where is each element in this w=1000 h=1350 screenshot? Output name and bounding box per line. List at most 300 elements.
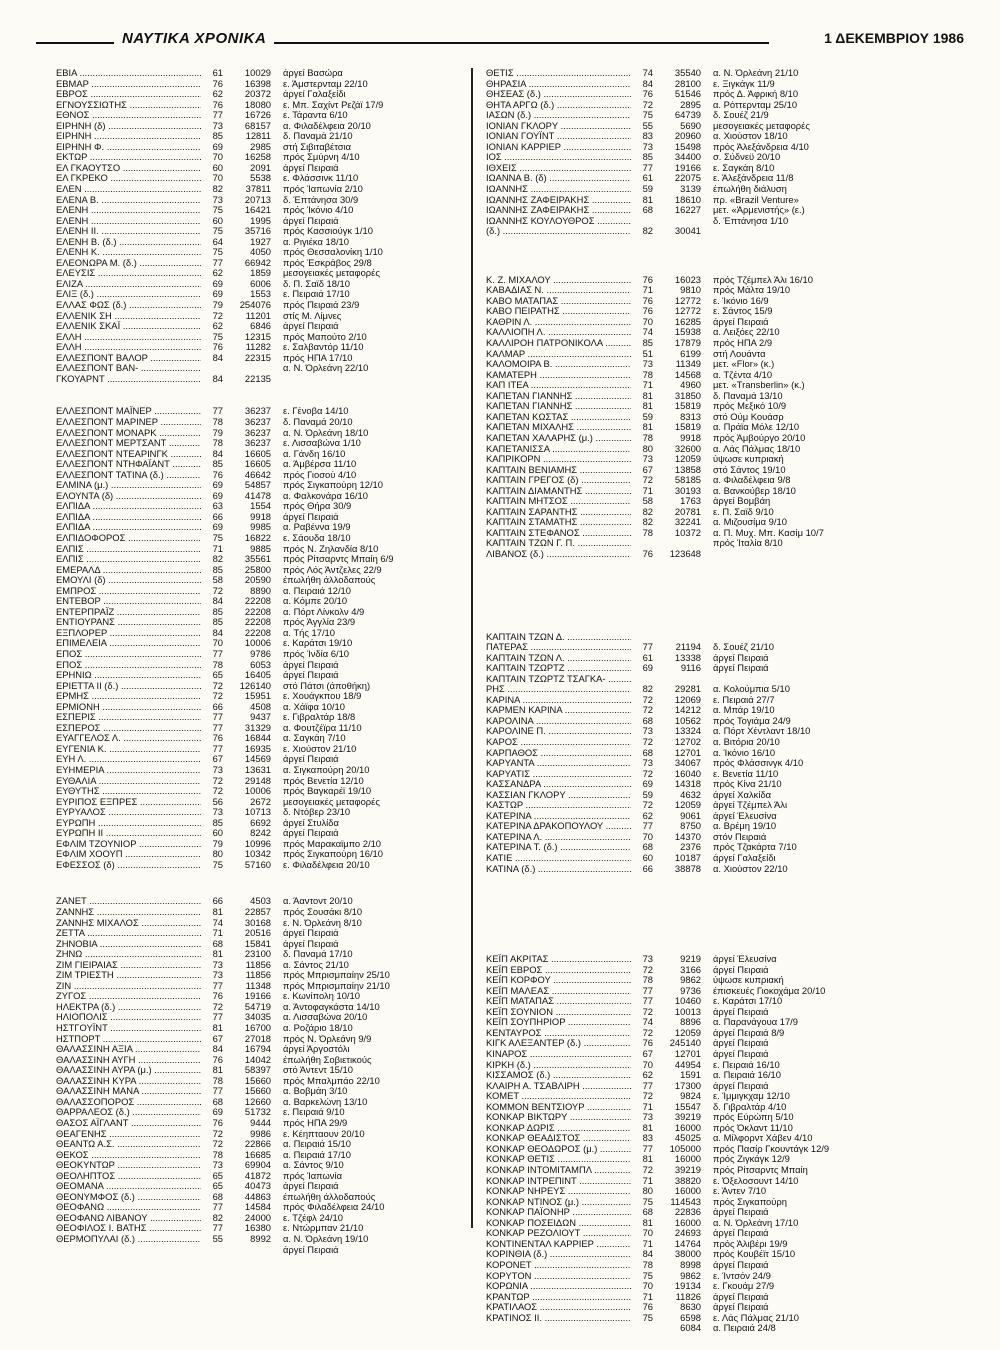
ship-status: πρός Άγγλία 23/9 xyxy=(283,617,356,628)
ship-status: α. Ν. Όρλεάνη 18/10 xyxy=(283,427,369,438)
build-year: 77 xyxy=(642,995,653,1007)
build-year: 77 xyxy=(212,256,223,268)
build-year: 55 xyxy=(212,1232,223,1244)
build-year: 75 xyxy=(212,246,223,258)
build-year: 61 xyxy=(642,172,653,184)
tonnage: 9116 xyxy=(680,662,701,674)
tonnage: 41478 xyxy=(244,489,271,501)
ship-status: α. Λειξόες 22/10 xyxy=(713,327,780,338)
ship-status: ε. Χουάγκπου 18/9 xyxy=(283,691,362,702)
tonnage: 12702 xyxy=(674,735,701,747)
ship-status: πρός Μάλτα 19/10 xyxy=(713,285,791,296)
tonnage: 11349 xyxy=(675,358,701,370)
ship-name: ΚΑΣΣΙΑΝ ΓΚΛΟΡΥ ..... xyxy=(486,790,631,801)
ship-row xyxy=(486,1323,902,1334)
build-year: 73 xyxy=(642,953,653,965)
tonnage: 39219 xyxy=(674,1111,701,1123)
build-year: 60 xyxy=(642,852,653,863)
ship-status: άργεί Πειραιά xyxy=(283,754,339,765)
build-year: 73 xyxy=(212,958,223,970)
build-year: 72 xyxy=(212,584,223,596)
ship-status: α. Ριγιέκα 18/10 xyxy=(283,236,349,247)
ship-status: μετ. «Άρμενιστής» (ε.) xyxy=(713,205,805,216)
ship-status: ε. Πειραιά 16/10 xyxy=(713,1059,780,1070)
build-year: 81 xyxy=(212,1022,223,1034)
ship-row xyxy=(486,205,902,216)
ship-status: πρός Κασσιούγκ 1/10 xyxy=(283,226,373,237)
build-year: 72 xyxy=(642,963,653,975)
ship-status: α. Πόρτ Χέντλαντ 18/10 xyxy=(713,726,811,737)
ship-name: ΕΛΕΝΗ ..... xyxy=(56,205,201,216)
build-year: 71 xyxy=(642,284,653,296)
ship-status: μετ. «Flor» (κ.) xyxy=(713,359,775,370)
tonnage: 12059 xyxy=(674,453,701,465)
ship-status: άργεί Πειραιά xyxy=(713,663,769,674)
tonnage: 4960 xyxy=(680,379,701,391)
build-year: 76 xyxy=(212,98,223,110)
ship-status: πρός Άμβούργο 20/10 xyxy=(713,432,806,443)
ship-status: πρός Κουβέϊτ 15/10 xyxy=(713,1249,796,1260)
build-year: 67 xyxy=(642,1048,653,1060)
build-year: 81 xyxy=(642,1153,653,1165)
build-year: 68 xyxy=(642,204,653,216)
ship-name: ΚΕΪΠ ΜΑΛΕΑΣ ..... xyxy=(486,986,631,997)
tonnage: 64739 xyxy=(674,109,701,121)
ship-status: μεσογειακές μεταφορές xyxy=(283,796,380,807)
ship-name: ΘΕΑΓΕΝΗΣ ..... xyxy=(56,1129,201,1140)
ship-name: ΗΛΙΟΠΟΛΙΣ ..... xyxy=(56,1012,201,1023)
ship-name: ΕΓΝΟΥΣΣΙΩΤΗΣ ..... xyxy=(56,100,201,111)
tonnage: 16040 xyxy=(674,767,701,779)
build-year: 82 xyxy=(212,553,223,565)
ship-status: πρός Μαρακαϊμπο 2/10 xyxy=(283,838,381,849)
ship-status: ε. Σαλβαντόρ 11/10 xyxy=(283,342,364,353)
ship-name: ΘΕΟΦΑΝΩ ΛΙΒΑΝΟΥ ..... xyxy=(56,1213,201,1224)
tonnage: 10460 xyxy=(674,995,701,1007)
tonnage: 9219 xyxy=(680,953,701,965)
ship-status: ε. Γκουάμ 27/9 xyxy=(713,1281,775,1292)
tonnage: 68157 xyxy=(244,119,271,131)
ship-name: ΖΙΜ ΤΡΙΕΣΤΗ ..... xyxy=(56,970,201,981)
tonnage: 16285 xyxy=(674,315,701,327)
ship-row xyxy=(486,1049,902,1060)
tonnage: 23100 xyxy=(244,948,271,960)
build-year: 75 xyxy=(212,204,223,216)
tonnage: 6598 xyxy=(680,1311,701,1323)
build-year: 85 xyxy=(642,151,653,163)
tonnage: 14764 xyxy=(674,1237,701,1249)
ship-name: ΚΟΝΤΙΝΕΝΤΑΛ ΚΑΡΡΙΕΡ ..... xyxy=(486,1239,631,1250)
tonnage: 16398 xyxy=(244,77,271,89)
ship-name: ΚΑΒΑΔΙΑΣ Ν. ..... xyxy=(486,285,631,296)
tonnage: 9985 xyxy=(250,521,271,533)
build-year: 68 xyxy=(642,1206,653,1218)
ship-row xyxy=(56,374,472,385)
tonnage: 54719 xyxy=(244,1000,271,1012)
ship-row xyxy=(486,528,902,539)
tonnage: 1995 xyxy=(250,214,271,226)
ship-status: πρός Πασίρ Γκουντάγκ 12/9 xyxy=(713,1143,830,1154)
ship-status: άργεί Πειραιά xyxy=(283,162,339,173)
ship-status: δ. Σουέζ 21/9 xyxy=(713,110,769,121)
tonnage: 15819 xyxy=(674,421,701,433)
build-year: 68 xyxy=(642,714,653,726)
build-year: 65 xyxy=(212,1180,223,1192)
build-year: 77 xyxy=(212,109,223,121)
tonnage: 51546 xyxy=(674,88,701,100)
build-year: 75 xyxy=(212,858,223,870)
build-year: 68 xyxy=(212,937,223,949)
ship-status xyxy=(713,632,902,643)
ship-name: ΚΟΡΥΤΟΝ ..... xyxy=(486,1271,631,1282)
ship-name: ΕΛ ΓΚΑΟΥΤΣΟ ..... xyxy=(56,163,201,174)
build-year: 72 xyxy=(212,679,223,691)
build-year: 74 xyxy=(642,1016,653,1028)
ship-name: ΚΑΤΕΡΙΝΑ ..... xyxy=(486,811,631,822)
tonnage: 16700 xyxy=(244,1022,271,1034)
build-year: 76 xyxy=(642,88,653,100)
ship-status: α. Σάντος 21/10 xyxy=(283,959,349,970)
ship-name: ΚΙΣΣΑΜΟΣ (δ.) ..... xyxy=(486,1070,631,1081)
build-year: 66 xyxy=(212,895,223,907)
ship-name: ΚΑΒΟ ΜΑΤΑΠΑΣ ..... xyxy=(486,296,631,307)
ship-name: ΕΛΛΕΣΠΟΝΤ ΒΑΝ- ..... xyxy=(56,363,201,374)
ship-name: ΕΠΙΜΕΛΕΙΑ ..... xyxy=(56,638,201,649)
tonnage: 22135 xyxy=(244,372,271,384)
ship-status xyxy=(713,549,902,560)
build-year: 77 xyxy=(642,1079,653,1091)
ship-status: έπωλήθη άλλοδαπούς xyxy=(283,1191,376,1202)
build-year: 82 xyxy=(642,505,653,517)
tonnage: 4503 xyxy=(250,895,271,907)
ship-status: άργεί Έλευσίνα xyxy=(713,954,777,965)
build-year: 66 xyxy=(642,862,653,874)
ship-name: ΚΑΠΤΑΙΝ ΔΙΑΜΑΝΤΗΣ ..... xyxy=(486,486,631,497)
build-year: 85 xyxy=(212,130,223,142)
ship-status: έπωλήθη άλλοδαπούς xyxy=(283,575,376,586)
build-year: 60 xyxy=(212,827,223,839)
ship-status: α. Πειραιά 15/10 xyxy=(283,1139,351,1150)
build-year: 75 xyxy=(642,1269,653,1281)
ship-name: ΚΡΑΤΙΝΟΣ ΙΙ. ..... xyxy=(486,1313,631,1324)
build-year: 71 xyxy=(212,542,223,554)
tonnage: 10006 xyxy=(244,785,271,797)
build-year: 81 xyxy=(642,389,653,401)
ship-status: πρ. «Brazil Venture» xyxy=(713,194,799,205)
ship-name: ΕΦΛΙΜ ΤΖΟΥΝΙΟΡ ..... xyxy=(56,839,201,850)
ship-status: άργεί Πειραιά xyxy=(713,1080,769,1091)
build-year: 72 xyxy=(212,774,223,786)
ship-name: ΘΕΚΟΣ ..... xyxy=(56,1150,201,1161)
tonnage: 15660 xyxy=(244,1085,271,1097)
ship-name: ΕΜΟΥΛΙ (δ) ..... xyxy=(56,575,201,586)
tonnage: 12059 xyxy=(674,1026,701,1038)
tonnage: 9786 xyxy=(250,647,271,659)
build-year: 77 xyxy=(212,1011,223,1023)
tonnage: 15547 xyxy=(674,1100,701,1112)
ship-name: ΕΙΡΗΝΗ (δ) ..... xyxy=(56,121,201,132)
build-year: 71 xyxy=(212,927,223,939)
ship-name: ΕΛΛΕΣΠΟΝΤ ΤΑΤΙΝΑ (δ.) ..... xyxy=(56,470,201,481)
build-year: 69 xyxy=(212,1106,223,1118)
build-year: 84 xyxy=(642,1248,653,1260)
tonnage: 38820 xyxy=(674,1174,701,1186)
ship-status: α. Μπάρ 19/10 xyxy=(713,705,775,716)
ship-status: στή Λουάντα xyxy=(713,348,766,359)
ship-status: α. Χάϊφα 10/10 xyxy=(283,701,345,712)
tonnage: 11856 xyxy=(245,958,271,970)
ship-status: α. Βανκούβερ 18/10 xyxy=(713,485,796,496)
page-header xyxy=(36,30,964,56)
ship-name: ΚΑΠΤΑΙΝ ΤΖΩΝ Λ. ..... xyxy=(486,653,631,664)
tonnage: 6084 xyxy=(680,1322,701,1334)
tonnage: 31329 xyxy=(244,721,271,733)
tonnage: 16794 xyxy=(244,1043,271,1055)
ship-status: ε. Γιβραλτάρ 18/8 xyxy=(283,712,356,723)
ship-status: α. Π. Μυχ. Μπ. Κασίμ 10/7 xyxy=(713,527,824,538)
ship-row xyxy=(56,1234,472,1245)
tonnage: 18610 xyxy=(674,193,701,205)
build-year: 72 xyxy=(642,1005,653,1017)
tonnage: 16227 xyxy=(674,204,701,216)
ship-name: ΕΛΠΙΔΑ ..... xyxy=(56,522,201,533)
ship-status: μεσογειακές μεταφορές xyxy=(283,268,380,279)
build-year: 78 xyxy=(642,974,653,986)
tonnage: 25800 xyxy=(244,563,271,575)
build-year: 76 xyxy=(642,273,653,285)
build-year: 77 xyxy=(212,711,223,723)
ship-name: ΖΗΝΩ ..... xyxy=(56,949,201,960)
ship-name: ΕΛΛΗ ..... xyxy=(56,332,201,343)
tonnage: 58397 xyxy=(244,1064,271,1076)
ship-status: άργεί Βασώρα xyxy=(283,68,343,78)
ship-name: ΕΡΗΝΙΩ ..... xyxy=(56,670,201,681)
tonnage: 2672 xyxy=(250,795,271,807)
ship-name: ΕΝΤΕΡΠΡΑΪΖ ..... xyxy=(56,607,201,618)
build-year: 73 xyxy=(642,358,653,370)
ship-name: ΙΘΧΕΙΣ ..... xyxy=(486,163,631,174)
ship-name: ΚΑΣΤΩΡ ..... xyxy=(486,800,631,811)
build-year: 73 xyxy=(212,764,223,775)
ship-name: ΕΛΕΝΗ ΙΙ. ..... xyxy=(56,226,201,237)
ship-status: άργεί Στυλίδα xyxy=(283,817,339,828)
tonnage: 16421 xyxy=(244,204,271,216)
tonnage: 38000 xyxy=(674,1248,701,1260)
tonnage: 36237 xyxy=(244,426,271,438)
ship-name: ΚΕΪΠ ΣΟΥΝΙΟΝ ..... xyxy=(486,1007,631,1018)
build-year xyxy=(631,1323,653,1334)
ship-row xyxy=(486,1260,902,1271)
right-column xyxy=(486,68,902,1334)
build-year: 69 xyxy=(212,521,223,533)
ship-list-section xyxy=(486,632,902,875)
ship-name: ΙΟΝΙΑΝ ΓΚΛΟΡΥ ..... xyxy=(486,121,631,132)
build-year: 68 xyxy=(642,841,653,853)
build-year: 69 xyxy=(212,140,223,152)
ship-name: ΚΟΝΚΑΡ ΠΟΣΕΙΔΩΝ ..... xyxy=(486,1218,631,1229)
ship-name: ΗΛΕΚΤΡΑ (δ.) ..... xyxy=(56,1002,201,1013)
ship-row xyxy=(486,864,902,875)
ship-name: ΚΑΛΜΑΡ ..... xyxy=(486,349,631,360)
build-year: 77 xyxy=(212,979,223,991)
tonnage: 11348 xyxy=(245,979,271,991)
tonnage: 15841 xyxy=(244,937,271,949)
ship-status: α. Μιζουσίμα 9/10 xyxy=(713,517,787,528)
ship-name: ΖΑΝΕΤ ..... xyxy=(56,896,201,907)
tonnage: 30041 xyxy=(674,225,701,237)
ship-name: ΕΛΕΟΝΩΡΑ Μ. (δ.) ..... xyxy=(56,258,201,269)
build-year: 62 xyxy=(212,88,223,100)
ship-name: ΚΕΪΠ ΑΚΡΙΤΑΣ ..... xyxy=(486,954,631,965)
ship-status: πρός Όκλαντ 11/10 xyxy=(713,1122,793,1133)
ship-status: άργεί Πειραιά xyxy=(283,938,339,949)
ship-status: πρός ΗΠΑ 29/9 xyxy=(283,1117,348,1128)
build-year: 70 xyxy=(642,1058,653,1070)
ship-name: ΖΗΝΟΒΙΑ ..... xyxy=(56,939,201,950)
tonnage: 16822 xyxy=(244,531,271,543)
build-year: 81 xyxy=(642,1216,653,1228)
build-year: 68 xyxy=(642,746,653,758)
tonnage: 34400 xyxy=(674,151,701,163)
ship-status: α. Ν. Όρλεάνη 21/10 xyxy=(713,68,799,78)
build-year: 84 xyxy=(212,372,223,384)
ship-name: ΓΚΟΥΑΡΝΤ ..... xyxy=(56,374,201,385)
ship-name: ΙΩΑΝΝΗΣ ΖΑΦΕΙΡΑΚΗΣ ..... xyxy=(486,195,631,206)
ship-name: ΚΑΣΣΑΝΔΡΑ ..... xyxy=(486,779,631,790)
ship-status: α. Μίλφορντ Χάβεν 4/10 xyxy=(713,1133,813,1144)
tonnage: 245140 xyxy=(669,1037,701,1049)
header-rule-left xyxy=(36,42,116,44)
ship-status: πρός Μεξικό 10/9 xyxy=(713,401,787,412)
ship-status: ε. Τζέφλ 24/10 xyxy=(283,1212,343,1223)
tonnage: 18080 xyxy=(244,98,271,110)
build-year: 66 xyxy=(212,510,223,522)
ship-status: α. Σαγκάη 7/10 xyxy=(283,733,346,744)
ship-status: άργεί Πειραιά xyxy=(283,321,339,332)
ship-status: ε. Άντεν 7/10 xyxy=(713,1186,767,1197)
build-year: 81 xyxy=(642,1121,653,1133)
ship-status: δ. Παναμά 21/10 xyxy=(283,131,353,142)
build-year: 62 xyxy=(212,267,223,279)
tonnage: 30193 xyxy=(674,484,701,496)
ship-name: ΚΟΜΜΟΝ ΒΕΝΤΣΙΟΥΡ ..... xyxy=(486,1102,631,1113)
tonnage: 2091 xyxy=(250,161,271,173)
build-year: 76 xyxy=(642,1301,653,1313)
ship-status: στό Ούμ Κουάσρ xyxy=(713,411,784,422)
ship-name: ΚΟΝΚΑΡ ΘΕΑΔΙΣΤΟΣ ..... xyxy=(486,1133,631,1144)
ship-name: ΡΗΣ ..... xyxy=(486,684,631,695)
ship-name: ΕΛΛΕΣΠΟΝΤ ΝΤΕΑΡΙΝΓΚ ..... xyxy=(56,449,201,460)
ship-status: πρός Ν. Ζηλανδία 8/10 xyxy=(283,543,379,554)
ship-name: ΚΑΠΤΑΙΝ ΣΑΡΑΝΤΗΣ ..... xyxy=(486,507,631,518)
ship-name: ΘΑΛΑΣΣΙΝΗ ΑΥΓΗ ..... xyxy=(56,1055,201,1066)
ship-name: ΚΑΠΕΤΑΝ ΓΙΑΝΝΗΣ ..... xyxy=(486,391,631,402)
tonnage: 6006 xyxy=(250,277,271,289)
ship-name: ΚΡΑΤΙΛΑΟΣ ..... xyxy=(486,1302,631,1313)
ship-status: ε. Καράτσι 19/10 xyxy=(283,638,353,649)
ship-status: α. Γάνδη 16/10 xyxy=(283,448,346,459)
build-year: 72 xyxy=(642,693,653,705)
build-year: 72 xyxy=(212,785,223,797)
ship-status: ε. Ν. Όρλεάνη 8/10 xyxy=(283,917,362,928)
tonnage: 34067 xyxy=(674,757,701,769)
build-year: 71 xyxy=(642,484,653,496)
tonnage: 22075 xyxy=(674,172,701,184)
ship-status: άργεί Πειραιά xyxy=(283,928,339,939)
ship-name: ΚΑΠΕΤΑΝ ΜΙΧΑΛΗΣ ..... xyxy=(486,422,631,433)
ship-status: α. Άντοφαγκάστα 14/10 xyxy=(283,1001,380,1012)
ship-name: ΕΛΕΝΗ ..... xyxy=(56,216,201,227)
ship-status: πρός Τζακάρτα 7/10 xyxy=(713,842,797,853)
ship-status: α. Ίκόνιο 16/10 xyxy=(713,747,776,758)
tonnage: 10996 xyxy=(244,837,271,849)
ship-name: ΚΙΝΑΡΟΣ ..... xyxy=(486,1049,631,1060)
ship-name: ΕΛΛΕΣΠΟΝΤ ΝΤΗΦΑΪΑΝΤ ..... xyxy=(56,459,201,470)
tonnage: 3166 xyxy=(680,963,701,975)
ship-name: ΘΕΟΜΑΝΑ ..... xyxy=(56,1181,201,1192)
ship-status: πρός Μαπούτο 2/10 xyxy=(283,331,367,342)
ship-status: πρός Μπρισμπαίην 21/10 xyxy=(283,980,390,991)
left-column xyxy=(56,68,472,1255)
build-year: 72 xyxy=(212,1138,223,1150)
build-year: 84 xyxy=(212,626,223,638)
build-year: 72 xyxy=(642,704,653,716)
tonnage: 12811 xyxy=(245,130,271,142)
ship-name: ΕΠΟΣ ..... xyxy=(56,649,201,660)
ship-status: α. Ν. Όρλεάνη 22/10 xyxy=(283,363,369,374)
tonnage: 9736 xyxy=(680,984,701,996)
ship-status: α. Ροζάριο 18/10 xyxy=(283,1023,353,1034)
ship-status: α. Κολούμπια 5/10 xyxy=(713,684,790,695)
build-year: 72 xyxy=(642,1026,653,1038)
ship-status: άργεί Πειραιά xyxy=(283,1244,339,1255)
ship-status: άργεί Πειραιά xyxy=(713,1207,769,1218)
tonnage: 16000 xyxy=(674,1216,701,1228)
ship-name: ΘΕΡΜΟΠΥΛΑΙ (δ.) ..... xyxy=(56,1234,201,1245)
tonnage: 32241 xyxy=(674,516,701,528)
build-year: 76 xyxy=(642,294,653,306)
ship-name: ΚΑΠ ΙΤΕΑ ..... xyxy=(486,380,631,391)
build-year: 72 xyxy=(212,1000,223,1012)
build-year: 83 xyxy=(642,130,653,142)
ship-status: α. Σάντος 9/10 xyxy=(283,1160,344,1171)
tonnage: 44863 xyxy=(244,1190,271,1202)
ship-list-section xyxy=(56,896,472,1255)
tonnage: 9437 xyxy=(250,711,271,723)
ship-status: ύψωσε κυπριακή xyxy=(713,454,784,465)
ship-status: α. Λισσαβώνα 20/10 xyxy=(283,1012,368,1023)
ship-row xyxy=(486,184,902,195)
tonnage: 39219 xyxy=(674,1164,701,1176)
build-year: 80 xyxy=(642,442,653,454)
ship-name: ΘΕΑΝΤΩ Α.Σ. ..... xyxy=(56,1139,201,1150)
ship-name: ΕΝΤΕΒΟΡ ..... xyxy=(56,596,201,607)
ship-status: δ. Σουέζ 21/10 xyxy=(713,642,774,653)
build-year: 81 xyxy=(212,948,223,960)
build-year: 77 xyxy=(642,161,653,173)
ship-name: ΚΟΝΚΑΡ ΙΝΤΡΕΠΙΝΤ ..... xyxy=(486,1176,631,1187)
build-year: 76 xyxy=(212,77,223,89)
tonnage: 30168 xyxy=(244,916,271,928)
build-year: 77 xyxy=(212,721,223,733)
ship-status: πρός Ίνδία 6/10 xyxy=(283,648,349,659)
ship-status: α. Τζέντα 4/10 xyxy=(713,369,773,380)
ship-status: ε. Ντώρμπαν 21/10 xyxy=(283,1223,364,1234)
tonnage: 10013 xyxy=(674,1005,701,1017)
build-year: 76 xyxy=(642,1037,653,1049)
tonnage: 1554 xyxy=(250,500,271,512)
build-year: 75 xyxy=(212,225,223,237)
